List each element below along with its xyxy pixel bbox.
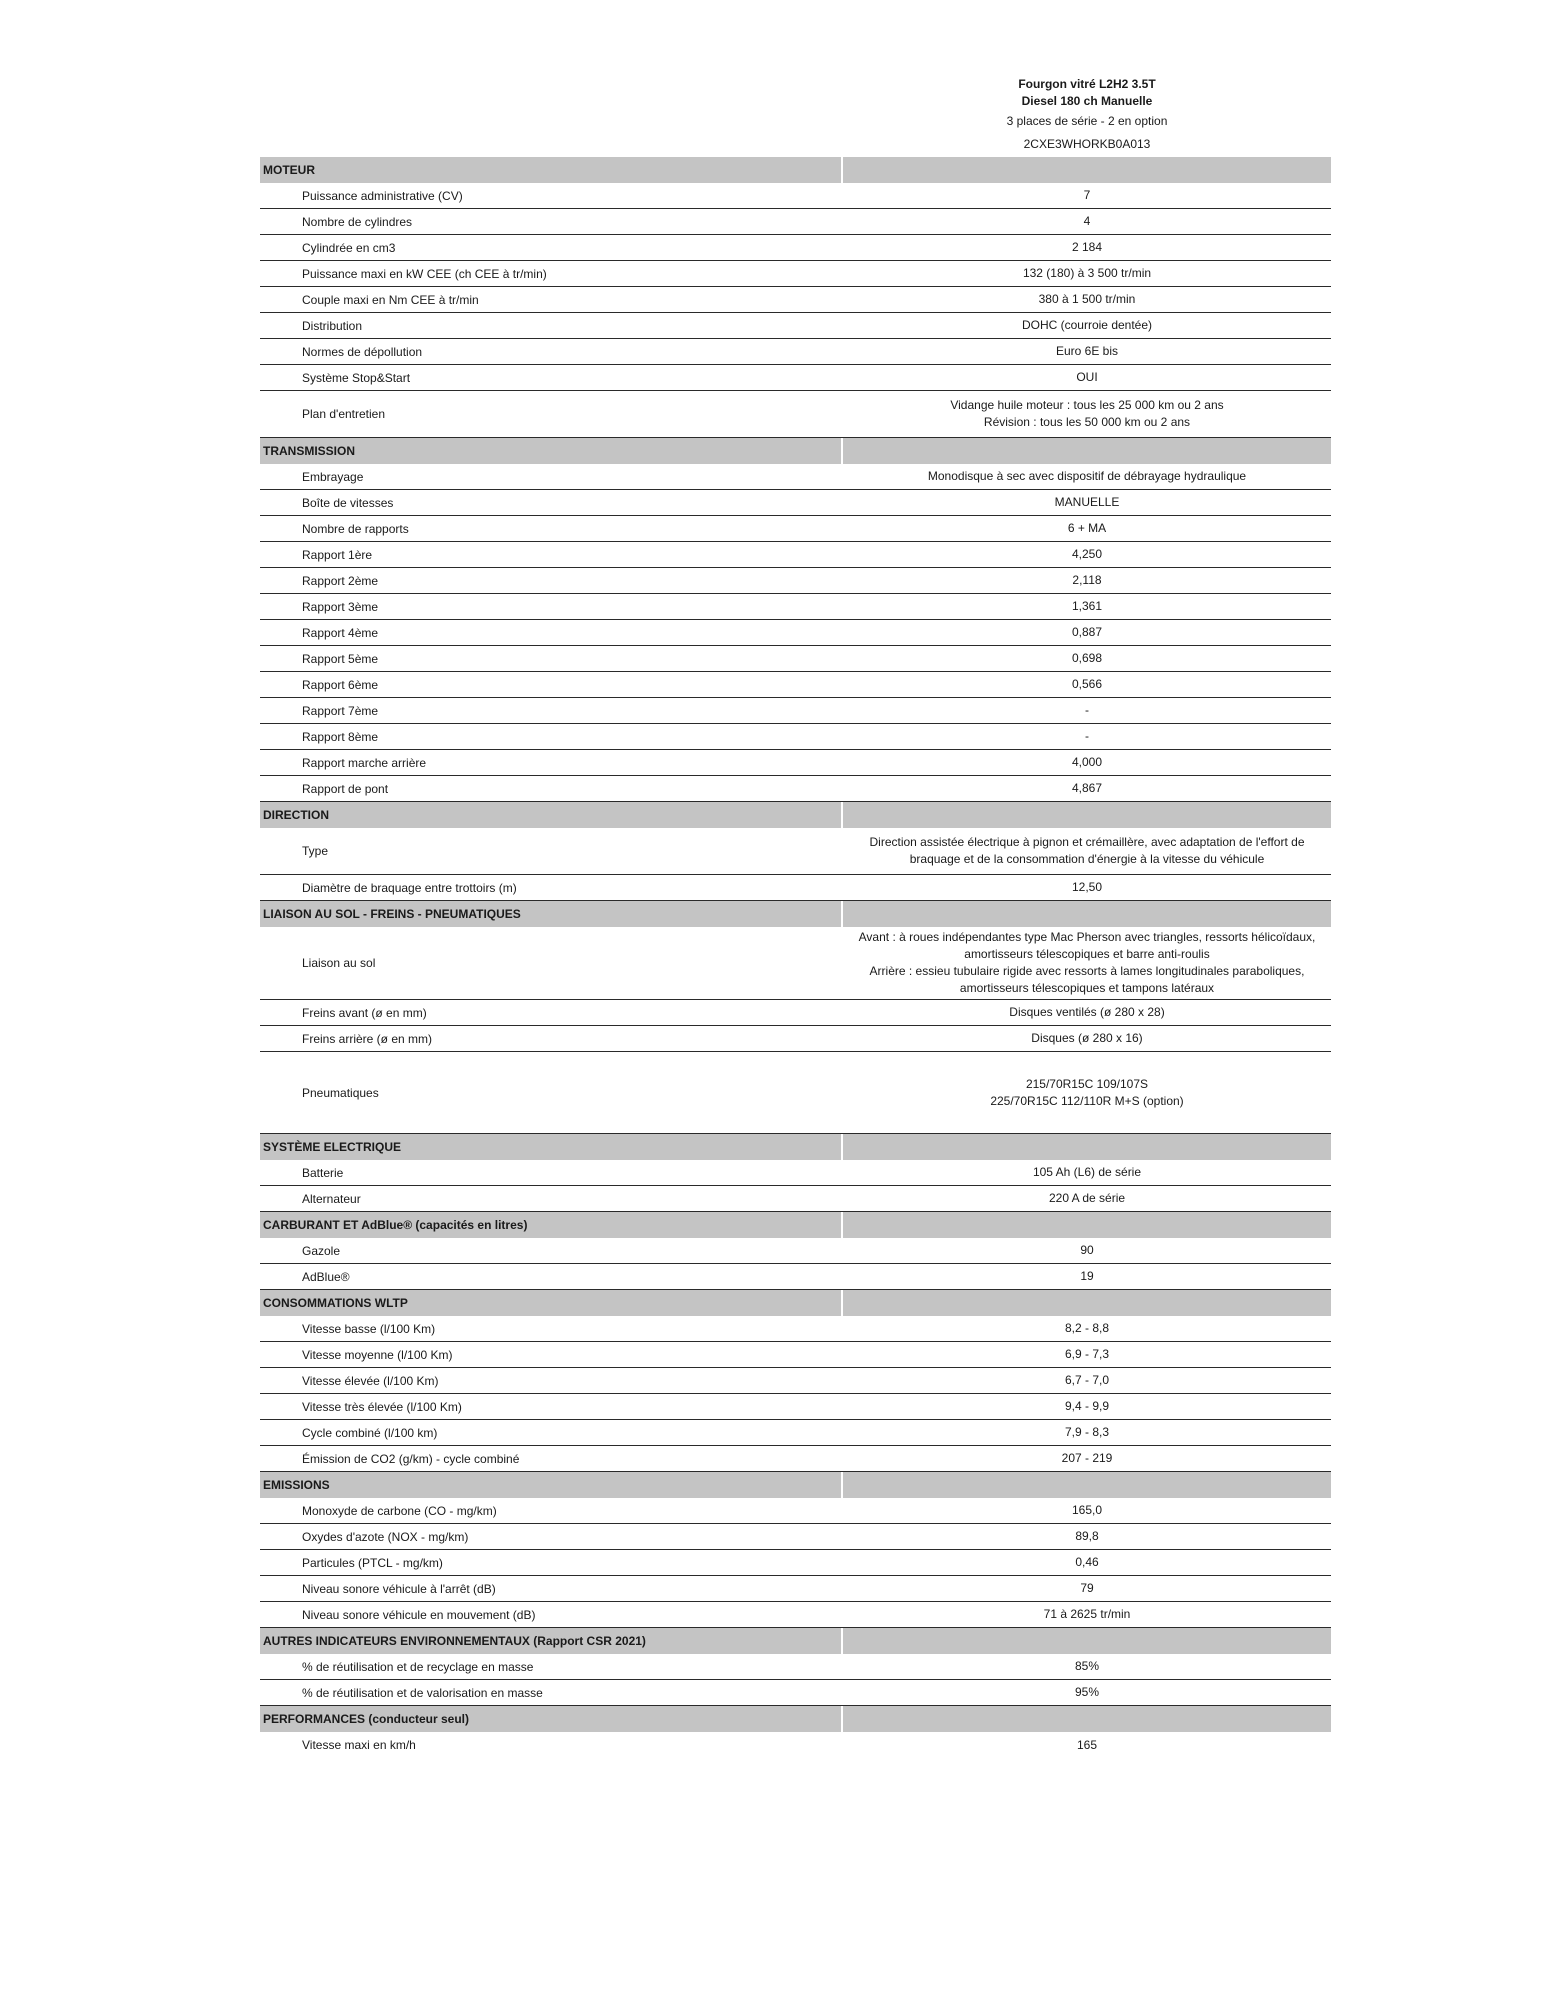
spec-label: Puissance administrative (CV) [302,188,463,203]
spec-value-line: 4,000 [1071,755,1103,769]
spec-value-line: 79 [1080,1581,1094,1595]
spec-row [260,875,1331,901]
spec-value-line: 6 + MA [1067,521,1107,535]
spec-value-line: 12,50 [1071,880,1103,894]
spec-label: AdBlue® [302,1269,350,1284]
spec-value [843,750,1331,775]
spec-label: Boîte de vitesses [302,495,394,510]
section-header-cell [843,1212,1331,1238]
spec-row [260,516,1331,542]
spec-label: % de réutilisation et de recyclage en masse [302,1659,534,1674]
spec-value-line: 0,698 [1071,651,1103,665]
spec-value-line: 4,250 [1071,547,1103,561]
spec-label: Rapport 6ème [302,677,379,692]
section-header-cell [843,802,1331,828]
spec-label: Vitesse maxi en km/h [302,1738,416,1752]
spec-label: Nombre de rapports [302,521,409,536]
spec-value-line: 380 à 1 500 tr/min [1038,292,1136,306]
spec-row [260,1654,1331,1680]
spec-value [843,1316,1331,1341]
spec-row [260,1368,1331,1394]
spec-label: Liaison au sol [302,956,376,970]
section-header-cell [843,1472,1331,1498]
spec-row [260,339,1331,365]
spec-value [843,1420,1331,1445]
spec-value-line: 165,0 [1071,1503,1103,1517]
spec-value-line: 71 à 2625 tr/min [1043,1607,1131,1621]
spec-label: Gazole [302,1243,341,1258]
spec-value-line: 215/70R15C 109/107S [1025,1076,1149,1091]
section-header-cell [843,901,1331,927]
spec-row [260,542,1331,568]
spec-value [843,1342,1331,1367]
spec-row [260,365,1331,391]
spec-value [843,698,1331,723]
section-header-cell [843,438,1331,464]
spec-value [843,313,1331,338]
section-header [260,1628,1331,1654]
spec-value-line: 220 A de série [1048,1191,1126,1205]
section-title: MOTEUR [260,157,841,183]
spec-value [843,516,1331,541]
spec-value [843,568,1331,593]
spec-row [260,464,1331,490]
spec-label: Rapport 4ème [302,625,379,640]
spec-row [260,1394,1331,1420]
document-header [843,76,1331,156]
spec-value [843,672,1331,697]
spec-value [843,183,1331,208]
section-header [260,1472,1331,1498]
spec-value-line: Monodisque à sec avec dispositif de débrayage hydraulique [927,469,1247,483]
spec-row [260,1602,1331,1628]
section-title: AUTRES INDICATEURS ENVIRONNEMENTAUX (Rapport CSR 2021) [260,1628,841,1654]
spec-row [260,1026,1331,1052]
spec-value [843,828,1331,874]
section-header-cell [843,1290,1331,1316]
spec-value [843,1550,1331,1575]
spec-value [843,490,1331,515]
spec-value [843,1732,1331,1758]
spec-label: Distribution [302,318,363,333]
spec-value [843,1052,1331,1133]
vehicle-title-line2: Diesel 180 ch Manuelle [1021,94,1153,108]
spec-value-line: 19 [1080,1269,1094,1283]
spec-value [843,594,1331,619]
spec-value-line: 0,566 [1071,677,1103,691]
spec-value-line: - [1085,729,1089,743]
spec-label: Rapport 2ème [302,573,379,588]
spec-row [260,724,1331,750]
spec-value [843,464,1331,489]
section-title: CONSOMMATIONS WLTP [260,1290,841,1316]
spec-row [260,490,1331,516]
spec-label: Rapport 8ème [302,729,379,744]
spec-value-line: 4 [1083,214,1091,228]
spec-row [260,1342,1331,1368]
spec-value-line: 90 [1080,1243,1094,1257]
spec-row [260,828,1331,875]
spec-row [260,750,1331,776]
spec-value-line: 132 (180) à 3 500 tr/min [1022,266,1152,280]
spec-value-line: 7,9 - 8,3 [1064,1425,1110,1439]
spec-value [843,1394,1331,1419]
spec-value [843,776,1331,801]
spec-value-line: Arrière : essieu tubulaire rigide avec ressorts à lames longitudinales paraboliques, [869,964,1305,978]
vehicle-title-line1: Fourgon vitré L2H2 3.5T [1018,77,1156,91]
spec-value [843,1186,1331,1211]
spec-value [843,542,1331,567]
spec-value-line: Vidange huile moteur : tous les 25 000 km ou 2 ans [950,398,1224,412]
spec-value-line: Révision : tous les 50 000 km ou 2 ans [983,415,1191,429]
spec-value-line: 89,8 [1075,1529,1099,1543]
spec-label: Alternateur [302,1191,361,1206]
spec-row [260,1238,1331,1264]
section-header-cell [843,157,1331,183]
section-header [260,1134,1331,1160]
spec-value-line: 85% [1074,1659,1100,1673]
spec-value [843,391,1331,437]
spec-label: Niveau sonore véhicule en mouvement (dB) [302,1607,536,1622]
spec-label: Oxydes d'azote (NOX - mg/km) [302,1529,469,1544]
spec-value-line: 165 [1076,1737,1098,1752]
spec-row [260,568,1331,594]
spec-label: Vitesse très élevée (l/100 Km) [302,1399,462,1414]
spec-row [260,1524,1331,1550]
spec-value-line: 7 [1083,188,1091,202]
spec-value [843,1654,1331,1679]
spec-label: Rapport 7ème [302,703,379,718]
spec-label: Vitesse basse (l/100 Km) [302,1321,436,1336]
spec-label: Vitesse élevée (l/100 Km) [302,1373,439,1388]
spec-value-line: 2 184 [1071,240,1103,254]
spec-value-line: Disques (ø 280 x 16) [1031,1031,1143,1045]
spec-label: % de réutilisation et de valorisation en masse [302,1685,543,1700]
spec-row [260,1550,1331,1576]
spec-row [260,1732,1331,1758]
spec-value-line: 2,118 [1072,573,1102,587]
spec-value [843,235,1331,260]
section-header-cell [843,1134,1331,1160]
spec-row [260,209,1331,235]
section-header [260,1290,1331,1316]
spec-row [260,1420,1331,1446]
spec-value-line: amortisseurs télescopiques et barre anti-roulis [964,947,1210,961]
section-header [260,901,1331,927]
spec-value [843,287,1331,312]
spec-label: Rapport 1ère [302,547,373,562]
spec-label: Rapport marche arrière [302,755,427,770]
spec-value [843,927,1331,999]
section-header [260,802,1331,828]
spec-value-line: 8,2 - 8,8 [1064,1321,1110,1335]
section-title: LIAISON AU SOL - FREINS - PNEUMATIQUES [260,901,841,927]
spec-label: Rapport de pont [302,781,389,796]
spec-value-line: Avant : à roues indépendantes type Mac Pherson avec triangles, ressorts hélicoïdaux, [858,930,1316,944]
spec-row [260,1264,1331,1290]
spec-row [260,646,1331,672]
spec-value [843,1524,1331,1549]
spec-label: Cylindrée en cm3 [302,240,396,255]
spec-value-line: amortisseurs télescopiques et tampons latéraux [959,981,1215,995]
spec-value [843,1238,1331,1263]
spec-row [260,1498,1331,1524]
section-title: PERFORMANCES (conducteur seul) [260,1706,841,1732]
spec-label: Émission de CO2 (g/km) - cycle combiné [302,1451,520,1466]
spec-value [843,1576,1331,1601]
spec-label: Type [302,844,329,858]
section-title: DIRECTION [260,802,841,828]
spec-row [260,594,1331,620]
section-header-cell [843,1706,1331,1732]
spec-row [260,776,1331,802]
section-header [260,157,1331,183]
section-header [260,1706,1331,1732]
spec-label: Normes de dépollution [302,344,423,359]
spec-value [843,1368,1331,1393]
spec-label: Couple maxi en Nm CEE à tr/min [302,292,479,307]
spec-value-line: 0,46 [1075,1555,1099,1569]
spec-value [843,365,1331,390]
spec-value [843,1160,1331,1185]
spec-label: Système Stop&Start [302,370,411,385]
section-title: CARBURANT ET AdBlue® (capacités en litres) [260,1212,841,1238]
spec-row [260,183,1331,209]
spec-value [843,1000,1331,1025]
spec-value-line: 207 - 219 [1061,1451,1113,1465]
spec-value [843,1498,1331,1523]
section-header [260,1212,1331,1238]
spec-label: Cycle combiné (l/100 km) [302,1425,438,1440]
spec-label: Batterie [302,1165,344,1180]
spec-label: Rapport 3ème [302,599,379,614]
spec-value-line: 105 Ah (L6) de série [1032,1165,1142,1179]
spec-row [260,287,1331,313]
spec-value [843,1446,1331,1471]
spec-row [260,313,1331,339]
spec-value-line: 9,4 - 9,9 [1064,1399,1110,1413]
spec-label: Niveau sonore véhicule à l'arrêt (dB) [302,1581,496,1596]
seats-info: 3 places de série - 2 en option [1006,114,1168,128]
spec-value [843,1680,1331,1705]
spec-row [260,1186,1331,1212]
spec-row [260,391,1331,438]
spec-label: Monoxyde de carbone (CO - mg/km) [302,1503,497,1518]
spec-value-line: Disques ventilés (ø 280 x 28) [1009,1005,1165,1019]
spec-value-line: 4,867 [1071,781,1103,795]
section-header-cell [843,1628,1331,1654]
spec-value-line: Direction assistée électrique à pignon et crémaillère, avec adaptation de l'effort de [869,835,1305,849]
section-title: EMISSIONS [260,1472,841,1498]
spec-row [260,1000,1331,1026]
spec-row [260,1576,1331,1602]
spec-row [260,1680,1331,1706]
spec-row [260,1160,1331,1186]
section-title: TRANSMISSION [260,438,841,464]
spec-value [843,209,1331,234]
spec-row [260,927,1331,1000]
spec-value [843,875,1331,900]
spec-row [260,261,1331,287]
spec-label: Plan d'entretien [302,407,386,421]
spec-value-line: MANUELLE [1054,495,1120,509]
spec-value [843,1026,1331,1051]
spec-label: Diamètre de braquage entre trottoirs (m) [302,880,517,895]
spec-value-line: braquage et de la consommation d'énergie à la vitesse du véhicule [909,852,1265,866]
spec-value-line: 1,361 [1071,599,1103,613]
spec-row [260,672,1331,698]
spec-row [260,1052,1331,1134]
spec-label: Nombre de cylindres [302,214,413,229]
spec-label: Vitesse moyenne (l/100 Km) [302,1347,453,1362]
spec-label: Freins arrière (ø en mm) [302,1031,433,1046]
spec-value-line: 95% [1074,1685,1100,1699]
spec-value [843,1264,1331,1289]
spec-value [843,261,1331,286]
spec-label: Puissance maxi en kW CEE (ch CEE à tr/min) [302,266,547,281]
spec-value [843,1602,1331,1627]
spec-value [843,646,1331,671]
spec-label: Embrayage [302,469,364,484]
spec-row [260,620,1331,646]
spec-label: Particules (PTCL - mg/km) [302,1555,443,1570]
spec-value-line: 6,7 - 7,0 [1064,1373,1110,1387]
spec-value-line: OUI [1076,370,1098,384]
spec-value-line: 6,9 - 7,3 [1064,1347,1110,1361]
version-code: 2CXE3WHORKB0A013 [1023,137,1151,151]
spec-row [260,1316,1331,1342]
spec-label: Rapport 5ème [302,651,379,666]
spec-label: Pneumatiques [302,1085,379,1100]
spec-value [843,620,1331,645]
spec-value-line: Euro 6E bis [1055,344,1119,358]
spec-row [260,235,1331,261]
spec-value [843,724,1331,749]
spec-row [260,698,1331,724]
spec-value [843,339,1331,364]
spec-value-line: 225/70R15C 112/110R M+S (option) [990,1093,1184,1108]
spec-value-line: - [1085,703,1089,717]
spec-table [260,157,1331,1758]
spec-value-line: 0,887 [1071,625,1103,639]
section-title: SYSTÈME ELECTRIQUE [260,1134,841,1160]
spec-label: Freins avant (ø en mm) [302,1005,427,1020]
spec-value-line: DOHC (courroie dentée) [1021,318,1153,332]
spec-row [260,1446,1331,1472]
section-header [260,438,1331,464]
